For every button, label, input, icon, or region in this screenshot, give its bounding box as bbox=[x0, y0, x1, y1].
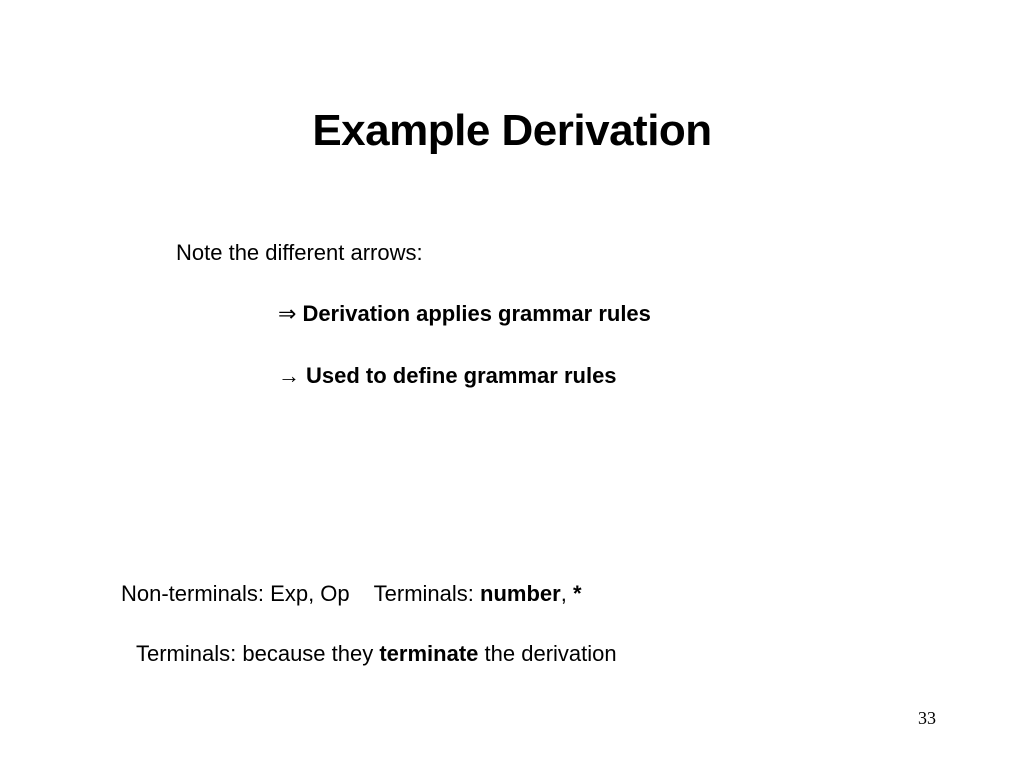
bullet-define-text: Used to define grammar rules bbox=[306, 363, 617, 388]
terminal-star: * bbox=[572, 581, 582, 606]
bullet-define bbox=[278, 363, 617, 389]
terminals-explanation-emphasis: terminate bbox=[379, 641, 479, 666]
slide-title: Example Derivation bbox=[312, 106, 712, 155]
page-number: 33 bbox=[918, 708, 936, 728]
terminals-explanation bbox=[136, 641, 617, 667]
terminals-explanation-prefix: Terminals: because they bbox=[136, 641, 374, 666]
double-right-arrow-icon: ⇒ bbox=[278, 301, 297, 326]
nonterminals-label: Non-terminals: Exp, Op bbox=[121, 581, 350, 606]
terminals-explanation-suffix: the derivation bbox=[484, 641, 617, 666]
terminal-separator: , bbox=[560, 581, 567, 606]
terminals-label: Terminals: bbox=[373, 581, 474, 606]
bullet-derivation bbox=[278, 301, 651, 327]
nonterminals-line bbox=[121, 581, 582, 607]
note-text: Note the different arrows: bbox=[176, 240, 423, 265]
bullet-derivation-text: Derivation applies grammar rules bbox=[302, 301, 651, 326]
terminal-number: number bbox=[480, 581, 561, 606]
right-arrow-icon: → bbox=[278, 363, 300, 388]
